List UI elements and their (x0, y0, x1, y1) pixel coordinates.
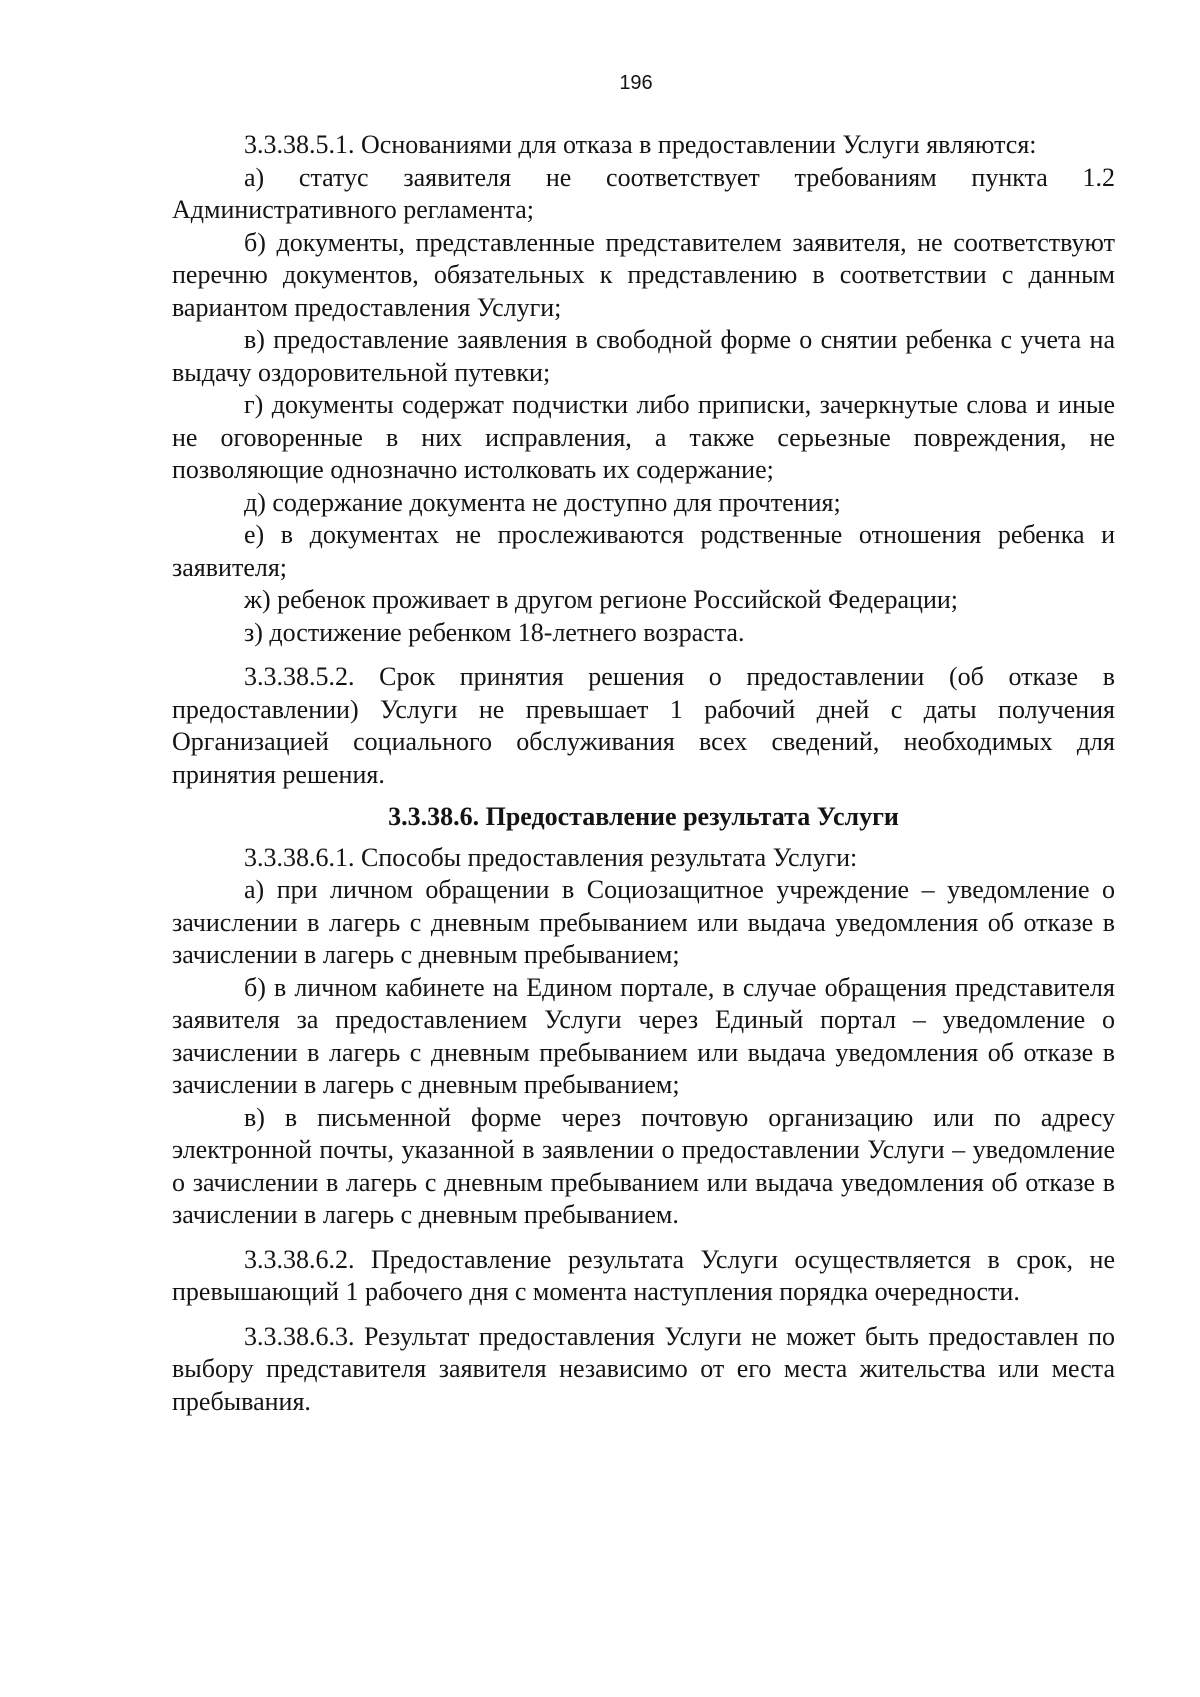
list-item-z: з) достижение ребенком 18-летнего возраста. (244, 617, 745, 647)
paragraph-3-3-38-6-3: 3.3.38.6.3. Результат предоставления Услуги не может быть предоставлен по выбору представителя заявителя независимо от его места жительства или места пребывания. (172, 1321, 1115, 1416)
list-item-v: в) предоставление заявления в свободной форме о снятии ребенка с учета на выдачу оздоровительной путевки; (172, 325, 1115, 387)
result-method-b: б) в личном кабинете на Едином портале, в случае обращения представителя заявителя за предоставлением Услуги через Единый портал – уведомление о зачислении в лагерь с дневным пребыванием или выдача уведомления об отказе в зачислении в лагерь с дневным пребыванием; (172, 972, 1115, 1099)
list-item-d: д) содержание документа не доступно для прочтения; (244, 487, 841, 517)
result-method-v: в) в письменной форме через почтовую организацию или по адресу электронной почты, указанной в заявлении о предоставлении Услуги – уведомление о зачислении в лагерь с дневным пребыванием или выдача уведомления об отказе в зачислении в лагерь с дневным пребыванием. (172, 1102, 1115, 1229)
list-item-b: б) документы, представленные представителем заявителя, не соответствуют перечню документов, обязательных к представлению в соответствии с данным вариантом предоставления Услуги; (172, 227, 1115, 322)
paragraph-3-3-38-5-2: 3.3.38.5.2. Срок принятия решения о предоставлении (об отказе в предоставлении) Услуги не превышает 1 рабочий дней с даты получения Организацией социального обслуживания всех сведений, необходимых для принятия решения. (172, 662, 1115, 789)
list-item-g: г) документы содержат подчистки либо приписки, зачеркнутые слова и иные не оговоренные в них исправления, а также серьезные повреждения, не позволяющие однозначно истолковать их содержание; (172, 390, 1115, 484)
list-item-zh: ж) ребенок проживает в другом регионе Российской Федерации; (244, 585, 959, 614)
paragraph-3-3-38-6-2: 3.3.38.6.2. Предоставление результата Услуги осуществляется в срок, не превышающий 1 рабочего дня с момента наступления порядка очередности. (172, 1244, 1115, 1306)
section-heading-3-3-38-6: 3.3.38.6. Предоставление результата Услуги (388, 802, 899, 831)
paragraph-3-3-38-6-1: 3.3.38.6.1. Способы предоставления результата Услуги: (244, 842, 858, 872)
result-method-a: а) при личном обращении в Социозащитное учреждение – уведомление о зачислении в лагерь с дневным пребыванием или выдача уведомления об отказе в зачислении в лагерь с дневным пребыванием; (172, 875, 1115, 969)
page-number: 196 (619, 72, 653, 94)
list-item-e: е) в документах не прослеживаются родственные отношения ребенка и заявителя; (172, 520, 1115, 582)
list-item-a: а) статус заявителя не соответствует требованиям пункта 1.2 Административного регламента; (172, 162, 1115, 224)
paragraph-3-3-38-5-1: 3.3.38.5.1. Основаниями для отказа в предоставлении Услуги являются: (244, 130, 1037, 159)
